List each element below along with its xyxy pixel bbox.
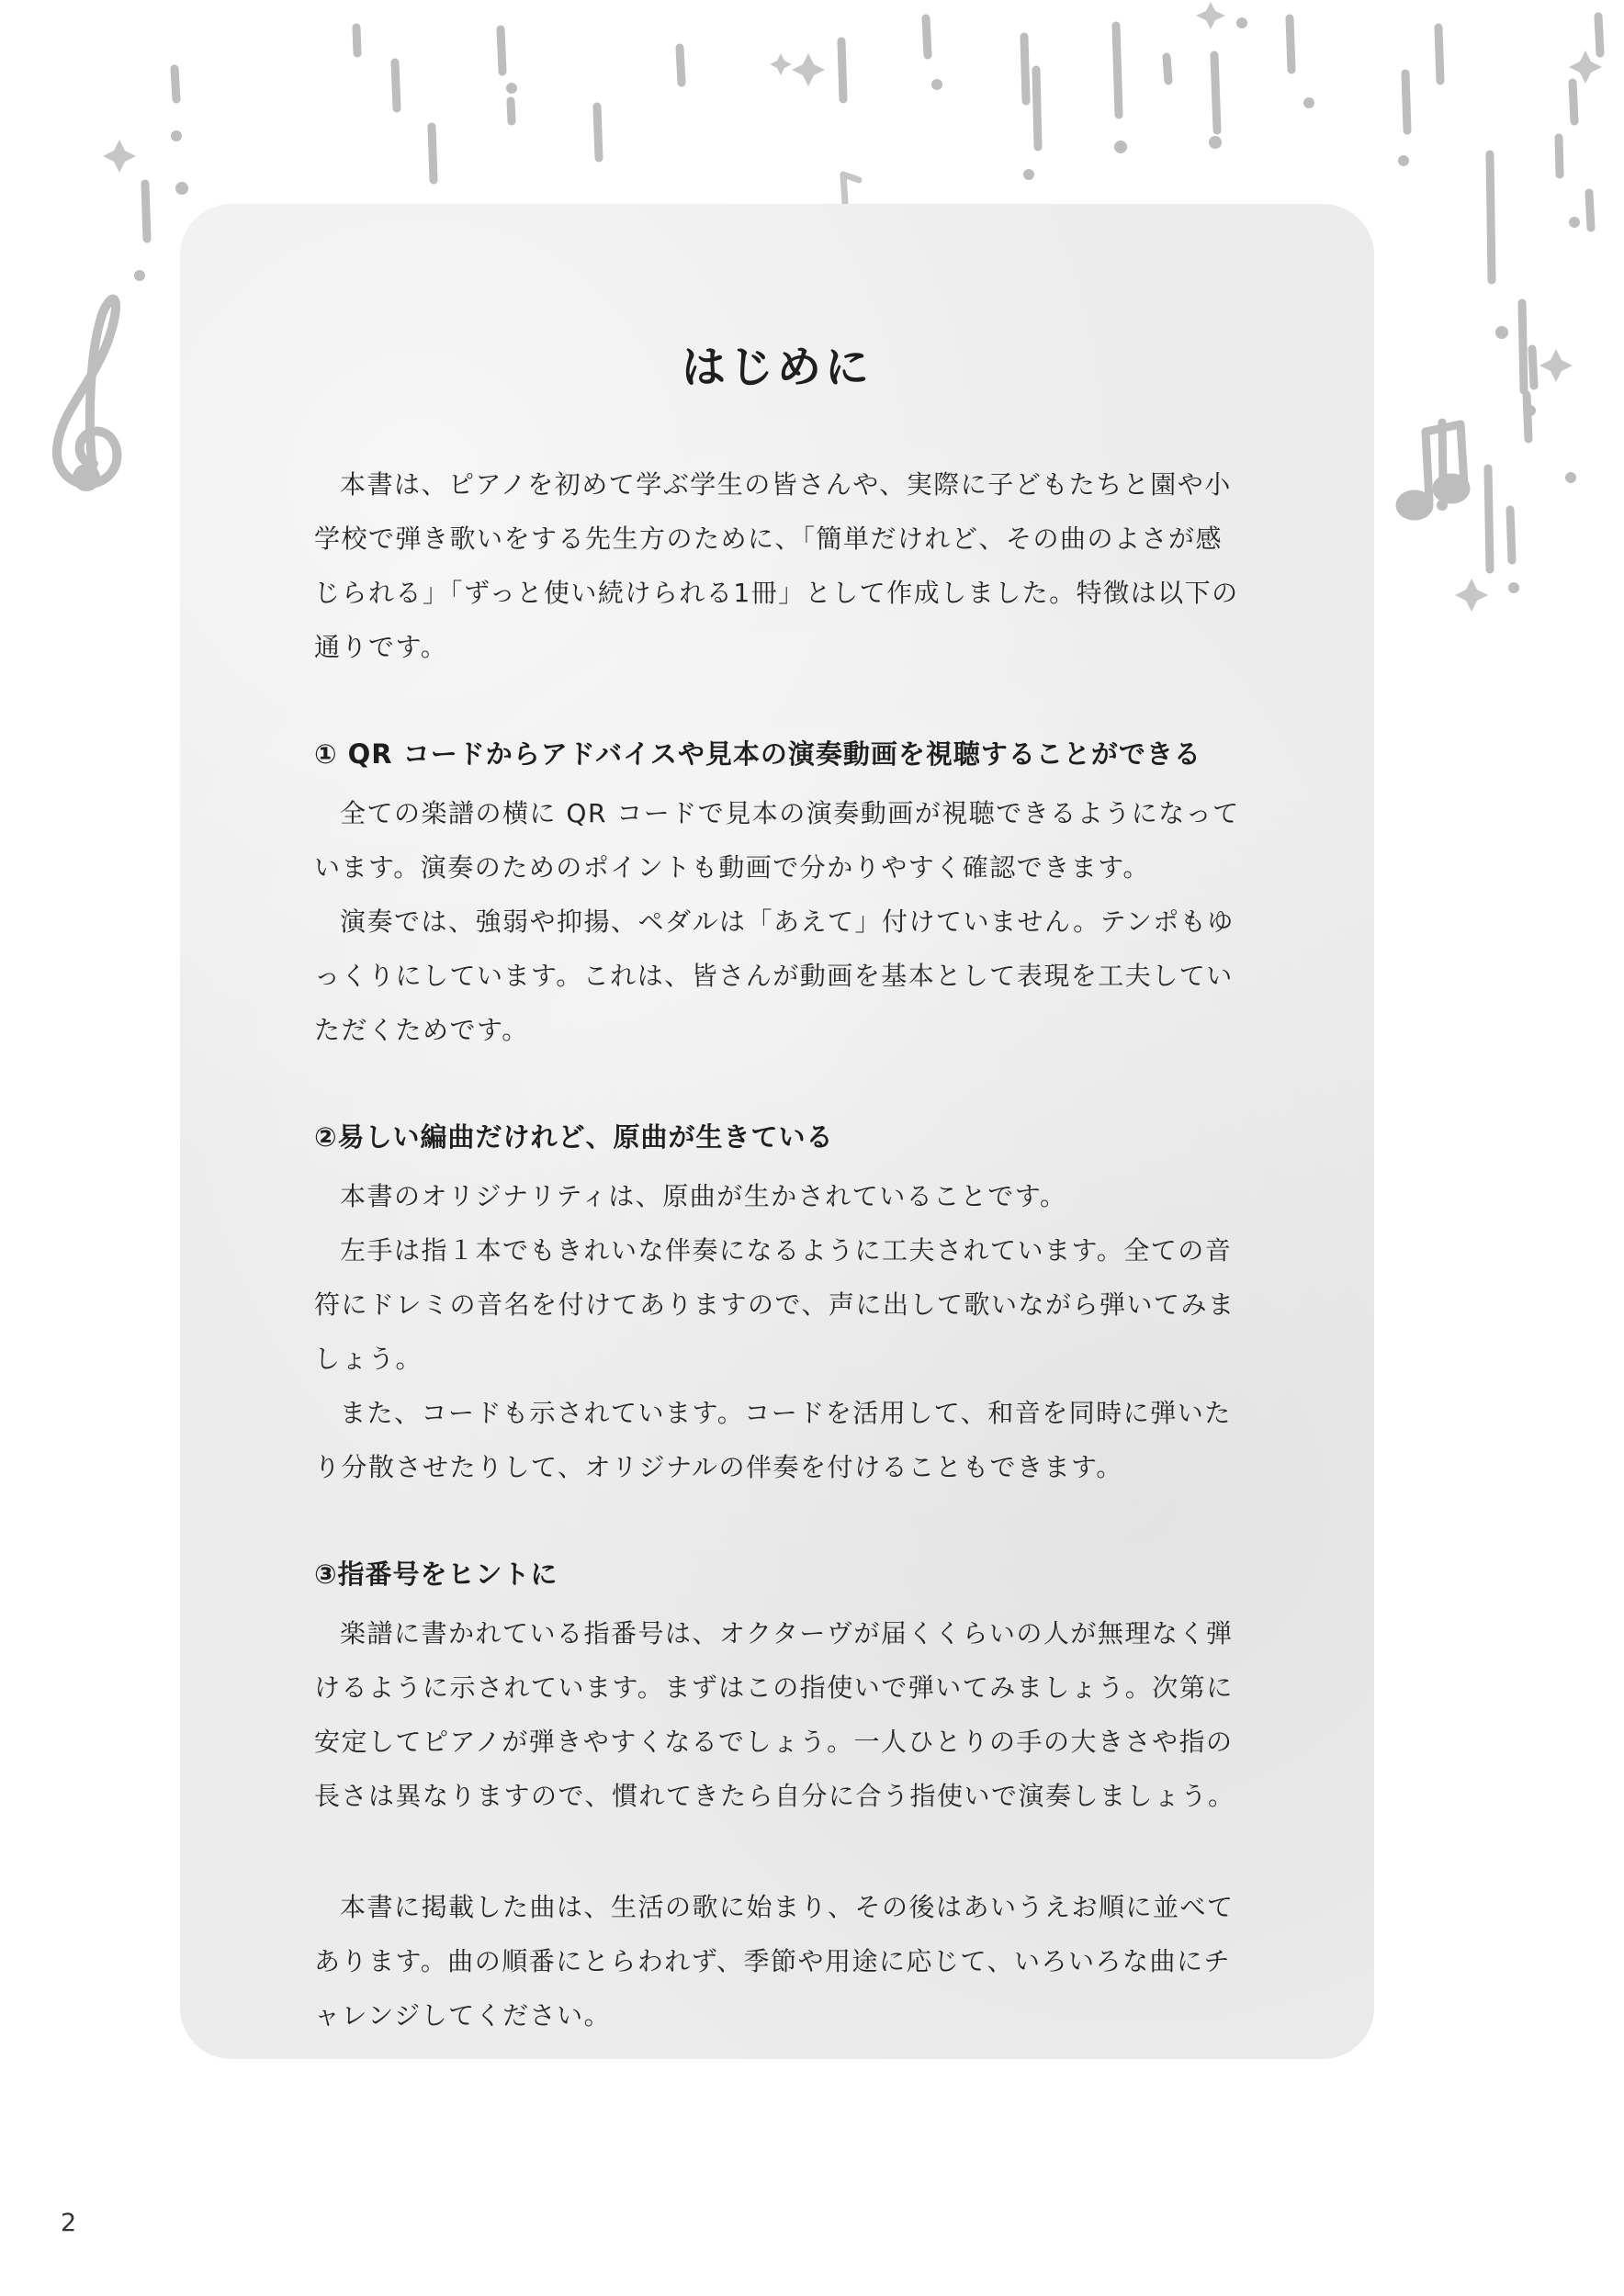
introduction-body [314,457,1242,2043]
music-note-small-icon [843,174,859,204]
section-heading-arrangement: ②易しい編曲だけれど、原曲が生きている [314,1121,834,1153]
section-paragraph: 左手は指１本でもきれいな伴奏になるように工夫されています。全ての音符にドレミの音名を付けてありますので、声に出して歌いながら弾いてみましょう。 [314,1235,1235,1374]
treble-clef-icon [57,299,118,487]
closing-paragraph: 本書に掲載した曲は、生活の歌に始まり、その後はあいうえお順に並べてあります。曲の順番にとらわれず、季節や用途に応じて、いろいろな曲にチャレンジしてください。 [314,1892,1235,2031]
page-number: 2 [61,2209,77,2237]
section-heading-fingering: ③指番号をヒントに [314,1559,558,1590]
section-paragraph: 本書のオリジナリティは、原曲が生かされていることです。 [340,1181,1067,1211]
section-heading-qr-code: ① QR コードからアドバイスや見本の演奏動画を視聴することができる [314,738,1201,770]
section-paragraph: また、コードも示されています。コードを活用して、和音を同時に弾いたり分散させたりして、オリジナルの伴奏を付けることもできます。 [314,1398,1232,1482]
intro-paragraph: 本書は、ピアノを初めて学ぶ学生の皆さんや、実際に子どもたちと園や小学校で弾き歌いをする先生方のために、「簡単だけれど、その曲のよさが感じられる」「ずっと使い続けられる1冊」として作成しました。特徴は以下の通りです。 [314,469,1239,662]
music-note-icon [1400,424,1466,516]
section-paragraph: 全ての楽譜の横に QR コードで見本の演奏動画が視聴できるようになっています。演奏のためのポイントも動画で分かりやすく確認できます。 [314,798,1240,883]
section-paragraph: 楽譜に書かれている指番号は、オクターヴが届くくらいの人が無理なく弾けるように示されています。まずはこの指使いで弾いてみましょう。次第に安定してピアノが弾きやすくなるでしょう。一人ひとりの手の大きさや指の長さは異なりますので、慣れてきたら自分に合う指使いで演奏しましょう。 [314,1618,1235,1811]
page-title: はじめに [681,342,873,393]
section-paragraph: 演奏では、強弱や抑揚、ペダルは「あえて」付けていません。テンポもゆっくりにしています。これは、皆さんが動画を基本として表現を工夫していただくためです。 [314,906,1235,1045]
